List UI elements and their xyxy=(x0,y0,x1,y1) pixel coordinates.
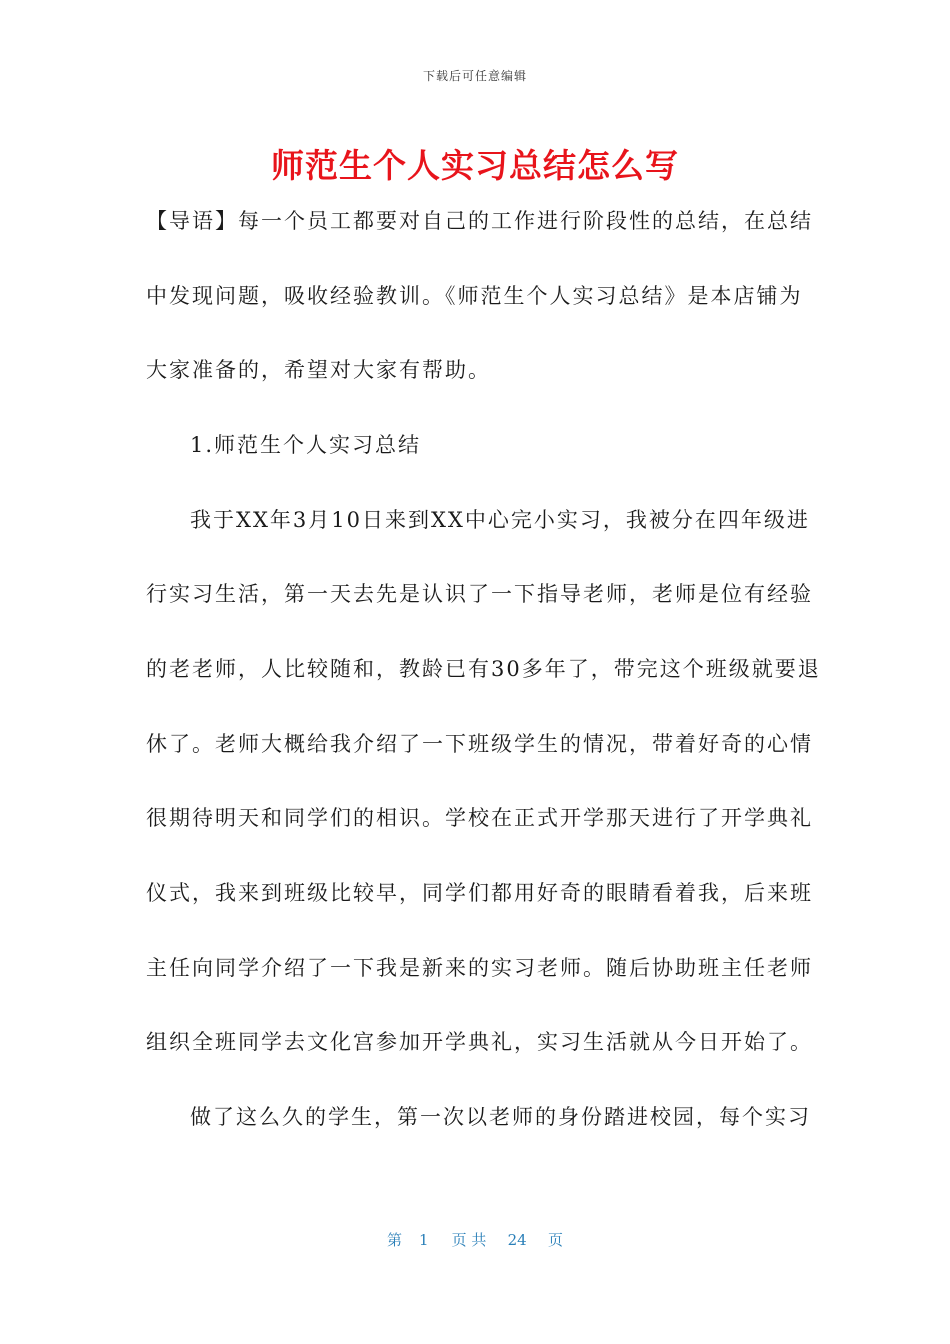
page-header-note: 下载后可任意编辑 xyxy=(422,69,527,83)
body-line: 休了。老师大概给我介绍了一下班级学生的情况，带着好奇的心情 xyxy=(146,732,813,756)
body-line: 行实习生活，第一天去先是认识了一下指导老师，老师是位有经验 xyxy=(146,582,813,606)
body-line: 很期待明天和同学们的相识。学校在正式开学那天进行了开学典礼 xyxy=(146,806,813,830)
body-line: 仪式，我来到班级比较早，同学们都用好奇的眼睛看着我，后来班 xyxy=(146,881,813,905)
body-line: 组织全班同学去文化宫参加开学典礼，实习生活就从今日开始了。 xyxy=(146,1030,813,1054)
footer-label-page: 页 xyxy=(547,1231,563,1249)
footer-label-page-total: 页 共 xyxy=(451,1231,487,1249)
body-line: 我于XX年3月10日来到XX中心完小实习，我被分在四年级进 xyxy=(190,508,810,532)
body-line: 做了这么久的学生，第一次以老师的身份踏进校园，每个实习 xyxy=(190,1105,811,1129)
section-heading: 1.师范生个人实习总结 xyxy=(190,433,422,457)
body-line: 中发现问题，吸收经验教训。《师范生个人实习总结》是本店铺为 xyxy=(146,284,803,308)
document-title: 师范生个人实习总结怎么写 xyxy=(271,146,679,185)
body-line: 【导语】每一个员工都要对自己的工作进行阶段性的总结，在总结 xyxy=(146,209,813,233)
page-footer xyxy=(0,1229,950,1250)
footer-total-pages: 24 xyxy=(507,1231,527,1249)
footer-page-number: 1 xyxy=(419,1231,429,1249)
body-line: 主任向同学介绍了一下我是新来的实习老师。随后协助班主任老师 xyxy=(146,956,813,980)
body-line: 大家准备的，希望对大家有帮助。 xyxy=(146,358,491,382)
body-line: 的老老师，人比较随和，教龄已有30多年了，带完这个班级就要退 xyxy=(146,657,821,681)
footer-label-first: 第 xyxy=(387,1231,403,1249)
